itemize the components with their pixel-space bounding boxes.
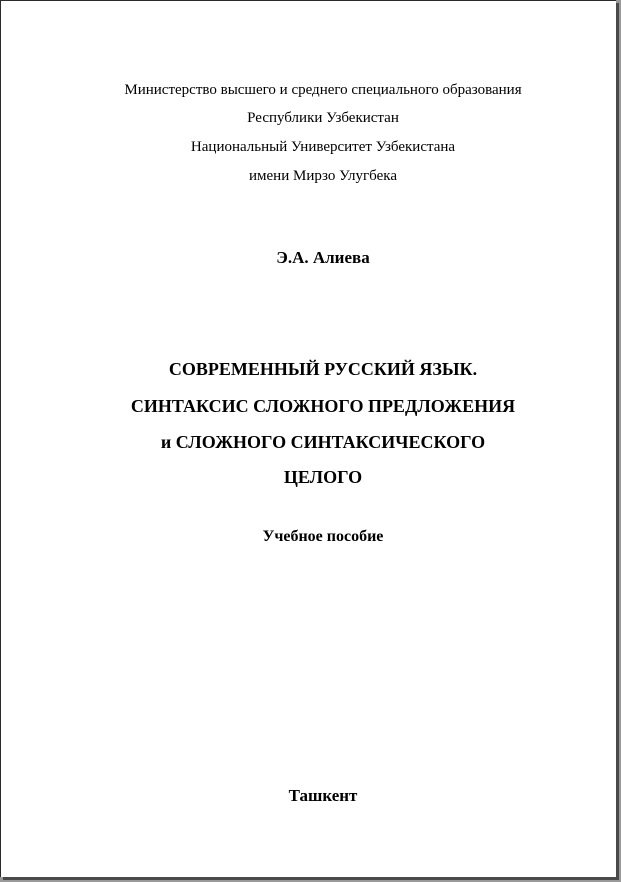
title-line-3: и СЛОЖНОГО СИНТАКСИЧЕСКОГО xyxy=(160,432,486,452)
title-line-4: ЦЕЛОГО xyxy=(283,467,363,487)
document-subtitle: Учебное пособие xyxy=(262,528,384,545)
title-line-1: СОВРЕМЕННЫЙ РУССКИЙ ЯЗЫК. xyxy=(168,359,478,379)
institution-line-republic: Республики Узбекистан xyxy=(247,110,399,126)
author-name: Э.А. Алиева xyxy=(276,248,370,267)
institution-line-ministry: Министерство высшего и среднего специального образования xyxy=(124,82,522,98)
city-name: Ташкент xyxy=(288,786,358,805)
title-line-2: СИНТАКСИС СЛОЖНОГО ПРЕДЛОЖЕНИЯ xyxy=(130,396,516,416)
institution-line-named-after: имени Мирзо Улугбека xyxy=(249,168,397,184)
institution-line-university: Национальный Университет Узбекистана xyxy=(190,139,456,155)
